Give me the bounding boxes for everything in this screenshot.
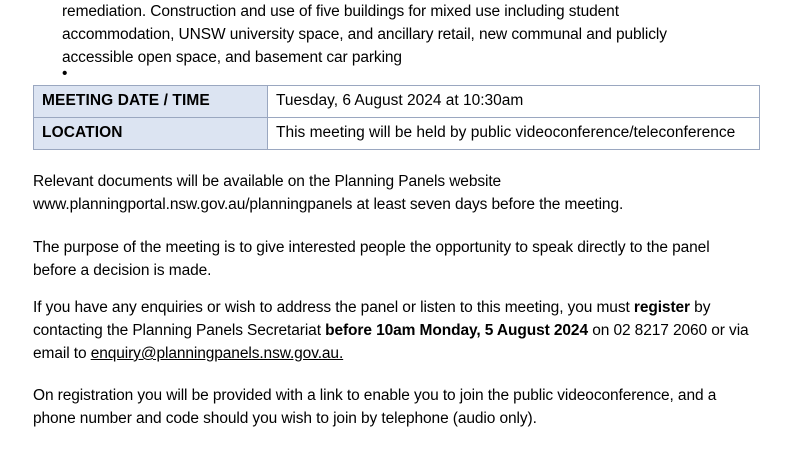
table-row	[34, 86, 760, 118]
enquiries-text-segment-3: on 02 8217 2060 or via email to	[33, 322, 749, 362]
meeting-location-value: This meeting will be held by public videoconference/teleconference	[268, 118, 760, 150]
enquiry-email-link[interactable]: enquiry@planningpanels.nsw.gov.au.	[90, 345, 344, 362]
register-emphasis: register	[633, 299, 690, 316]
documents-paragraph	[33, 170, 763, 216]
documents-paragraph-line-1: Relevant documents will be available on the Planning Panels website	[33, 173, 502, 190]
table-row	[34, 118, 760, 150]
enquiries-text-segment-1: If you have any enquiries or wish to address the panel or listen to this meeting, you must	[33, 299, 634, 316]
enquiries-paragraph	[33, 296, 763, 365]
intro-line-2: accommodation, UNSW university space, and ancillary retail, new communal and publicly	[62, 26, 667, 43]
enquiries-text-segment-2: by contacting the Planning Panels Secretariat	[33, 299, 711, 339]
bullet-icon: •	[62, 65, 68, 82]
meeting-datetime-value: Tuesday, 6 August 2024 at 10:30am	[268, 86, 760, 118]
purpose-paragraph-line-2: before a decision is made.	[33, 262, 212, 279]
meeting-datetime-label: MEETING DATE / TIME	[34, 86, 268, 118]
deadline-emphasis: before 10am Monday, 5 August 2024	[325, 322, 588, 339]
registration-paragraph	[33, 384, 763, 430]
purpose-paragraph-line-1: The purpose of the meeting is to give interested people the opportunity to speak directly to the panel	[33, 239, 710, 256]
registration-paragraph-line-2: phone number and code should you wish to join by telephone (audio only).	[33, 410, 537, 427]
meeting-details-table	[33, 85, 760, 150]
meeting-location-label: LOCATION	[34, 118, 268, 150]
intro-line-3: accessible open space, and basement car parking	[62, 49, 402, 66]
purpose-paragraph	[33, 236, 763, 282]
registration-paragraph-line-1: On registration you will be provided with a link to enable you to join the public videoconference, and a	[33, 387, 717, 404]
intro-paragraph	[62, 0, 762, 69]
documents-paragraph-line-2: www.planningportal.nsw.gov.au/planningpanels at least seven days before the meeting.	[33, 196, 624, 213]
intro-line-1: remediation. Construction and use of five buildings for mixed use including student	[62, 3, 619, 20]
empty-bullet-item	[62, 62, 70, 85]
